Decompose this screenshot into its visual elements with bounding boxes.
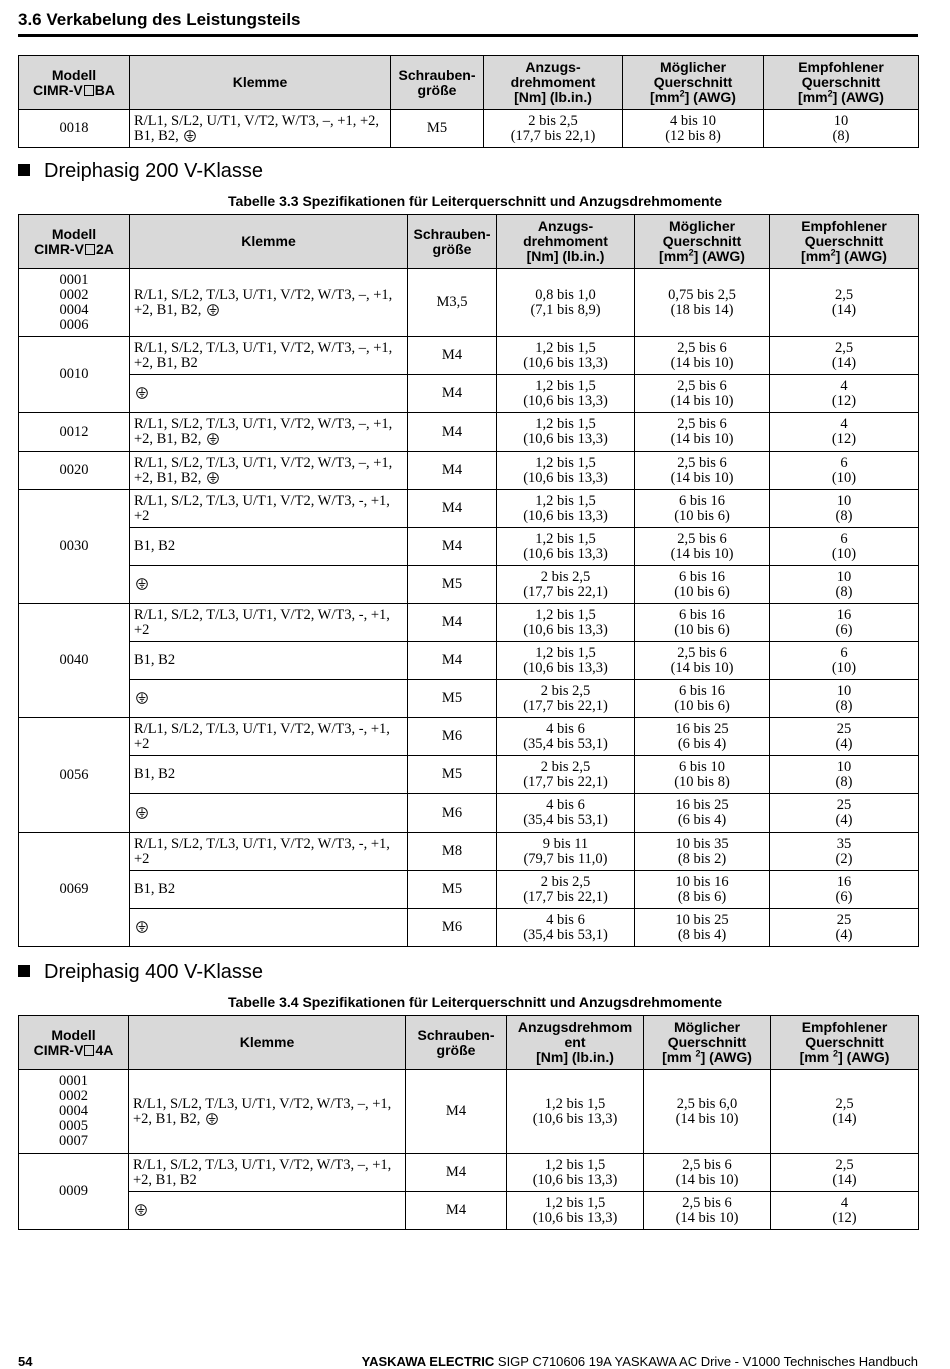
heading-200v-text: Dreiphasig 200 V-Klasse xyxy=(44,160,264,182)
torque-cell: 0,8 bis 1,0 (7,1 bis 8,9) xyxy=(497,269,635,337)
possible-section-cell: 6 bis 16 (10 bis 6) xyxy=(635,680,770,718)
screw-size-cell: M6 xyxy=(408,909,497,947)
ground-symbol-icon xyxy=(207,472,219,484)
ground-symbol-icon xyxy=(184,130,196,142)
header-possible-section: Möglicher Querschnitt $[mm^2]$ (AWG) xyxy=(635,215,770,269)
possible-section-cell: 6 bis 16 (10 bis 6) xyxy=(635,566,770,604)
ground-symbol-icon xyxy=(206,1113,218,1125)
ground-symbol-icon xyxy=(136,387,148,399)
header-possible-section: Möglicher Querschnitt [mm $^2$] (AWG) xyxy=(644,1016,771,1070)
header-torque: Anzugsdrehmom ent [Nm] (lb.in.) xyxy=(507,1016,644,1070)
table-row xyxy=(19,909,919,947)
possible-section-cell: 2,5 bis 6 (14 bis 10) xyxy=(635,528,770,566)
header-model-line1: Modell xyxy=(51,225,97,242)
terminal-cell: B1, B2 xyxy=(130,871,408,909)
possible-section-cell: 2,5 bis 6 (14 bis 10) xyxy=(635,337,770,375)
header-model-suffix: 4A xyxy=(95,1041,114,1058)
section-header xyxy=(18,8,918,37)
recommended-section-cell: 25 (4) xyxy=(770,794,919,833)
torque-cell: 2 bis 2,5 (17,7 bis 22,1) xyxy=(497,756,635,794)
torque-cell: 2 bis 2,5 (17,7 bis 22,1) xyxy=(497,871,635,909)
ground-symbol-icon xyxy=(136,578,148,590)
terminal-cell: R/L1, S/L2, T/L3, U/T1, V/T2, W/T3, –, +1, +2, B1, B2, xyxy=(130,413,408,452)
recommended-section-cell: 10 (8) xyxy=(770,490,919,528)
terminal-cell xyxy=(130,794,408,833)
possible-section-cell: 2,5 bis 6 (14 bis 10) xyxy=(644,1192,771,1230)
model-cell: 0040 xyxy=(19,604,130,718)
screw-size-cell: M4 xyxy=(406,1154,507,1192)
recommended-section-cell: 2,5 (14) xyxy=(771,1070,919,1154)
terminal-cell: R/L1, S/L2, T/L3, U/T1, V/T2, W/T3, -, +1, +2 xyxy=(130,604,408,642)
torque-cell: 1,2 bis 1,5 (10,6 bis 13,3) xyxy=(497,642,635,680)
recommended-section-cell: 6 (10) xyxy=(770,452,919,490)
footer-doc-title: SIGP C710606 19A YASKAWA AC Drive - V1000 Technisches Handbuch xyxy=(494,1354,918,1369)
torque-cell: 9 bis 11 (79,7 bis 11,0) xyxy=(497,833,635,871)
header-recommended-section: Empfohlener Querschnitt [mm $^2$] (AWG) xyxy=(771,1016,919,1070)
table-row xyxy=(19,718,919,756)
recommended-section-cell: 6 (10) xyxy=(770,642,919,680)
terminal-cell: R/L1, S/L2, T/L3, U/T1, V/T2, W/T3, -, +1, +2 xyxy=(130,490,408,528)
screw-size-cell: M4 xyxy=(408,528,497,566)
model-cell: 0012 xyxy=(19,413,130,452)
recommended-section-cell: 16 (6) xyxy=(770,871,919,909)
table-header-row xyxy=(19,215,919,269)
section-title: 3.6 Verkabelung des Leistungsteils xyxy=(18,10,301,29)
screw-size-cell: M4 xyxy=(406,1192,507,1230)
torque-cell: 1,2 bis 1,5 (10,6 bis 13,3) xyxy=(497,413,635,452)
torque-cell: 4 bis 6 (35,4 bis 53,1) xyxy=(497,794,635,833)
table-row xyxy=(19,756,919,794)
model-cell: 0001 0002 0004 0006 xyxy=(19,269,130,337)
table-row xyxy=(19,680,919,718)
possible-section-cell: 2,5 bis 6 (14 bis 10) xyxy=(644,1154,771,1192)
possible-section-cell: 6 bis 16 (10 bis 6) xyxy=(635,604,770,642)
table-row xyxy=(19,833,919,871)
torque-cell: 1,2 bis 1,5 (10,6 bis 13,3) xyxy=(507,1192,644,1230)
ground-symbol-icon xyxy=(136,807,148,819)
header-model xyxy=(19,215,130,269)
terminal-cell: R/L1, S/L2, U/T1, V/T2, W/T3, –, +1, +2, B1, B2, xyxy=(130,110,391,148)
model-cell: 0069 xyxy=(19,833,130,947)
torque-cell: 1,2 bis 1,5 (10,6 bis 13,3) xyxy=(497,375,635,413)
header-model-suffix: 2A xyxy=(95,240,114,257)
torque-cell: 1,2 bis 1,5 (10,6 bis 13,3) xyxy=(507,1070,644,1154)
terminal-cell: R/L1, S/L2, T/L3, U/T1, V/T2, W/T3, -, +1, +2 xyxy=(130,718,408,756)
terminal-cell: R/L1, S/L2, T/L3, U/T1, V/T2, W/T3, -, +1, +2 xyxy=(130,833,408,871)
table-row xyxy=(19,794,919,833)
table-row xyxy=(19,1192,919,1230)
screw-size-cell: M4 xyxy=(408,604,497,642)
torque-cell: 4 bis 6 (35,4 bis 53,1) xyxy=(497,718,635,756)
recommended-section-cell: 10 (8) xyxy=(770,566,919,604)
torque-cell: 1,2 bis 1,5 (10,6 bis 13,3) xyxy=(497,604,635,642)
header-recommended-section: Empfohlener Querschnitt $[mm^2]$ (AWG) xyxy=(764,56,919,110)
placeholder-box-icon xyxy=(84,1045,94,1056)
possible-section-cell: 2,5 bis 6 (14 bis 10) xyxy=(635,642,770,680)
possible-section-cell: 16 bis 25 (6 bis 4) xyxy=(635,794,770,833)
possible-section-cell: 10 bis 16 (8 bis 6) xyxy=(635,871,770,909)
terminal-cell: R/L1, S/L2, T/L3, U/T1, V/T2, W/T3, –, +1, +2, B1, B2 xyxy=(129,1154,406,1192)
model-cell: 0030 xyxy=(19,490,130,604)
torque-cell: 1,2 bis 1,5 (10,6 bis 13,3) xyxy=(497,452,635,490)
table-row xyxy=(19,1070,919,1154)
recommended-section-cell: 2,5 (14) xyxy=(771,1154,919,1192)
page-number: 54 xyxy=(18,1354,33,1369)
header-torque: Anzugs- drehmoment [Nm] (lb.in.) xyxy=(484,56,623,110)
header-terminal: Klemme xyxy=(130,215,408,269)
torque-cell: 4 bis 6 (35,4 bis 53,1) xyxy=(497,909,635,947)
ground-symbol-icon xyxy=(207,304,219,316)
header-screw-size: Schrauben- größe xyxy=(408,215,497,269)
recommended-section-cell: 16 (6) xyxy=(770,604,919,642)
recommended-section-cell: 4 (12) xyxy=(770,375,919,413)
table-ba xyxy=(18,55,919,148)
terminal-cell: R/L1, S/L2, T/L3, U/T1, V/T2, W/T3, –, +1, +2, B1, B2 xyxy=(130,337,408,375)
table-4a xyxy=(18,1015,919,1230)
terminal-cell xyxy=(129,1192,406,1230)
terminal-cell: R/L1, S/L2, T/L3, U/T1, V/T2, W/T3, –, +1, +2, B1, B2, xyxy=(130,452,408,490)
model-cell: 0001 0002 0004 0005 0007 xyxy=(19,1070,129,1154)
table-row xyxy=(19,566,919,604)
table-row xyxy=(19,604,919,642)
screw-size-cell: M8 xyxy=(408,833,497,871)
footer-doc-info xyxy=(362,1354,918,1369)
screw-size-cell: M4 xyxy=(408,375,497,413)
table-row xyxy=(19,528,919,566)
torque-cell: 1,2 bis 1,5 (10,6 bis 13,3) xyxy=(507,1154,644,1192)
model-cell: 0018 xyxy=(19,110,130,148)
model-cell: 0056 xyxy=(19,718,130,833)
possible-section-cell: 2,5 bis 6 (14 bis 10) xyxy=(635,413,770,452)
terminal-cell xyxy=(130,680,408,718)
recommended-section-cell: 2,5 (14) xyxy=(770,337,919,375)
recommended-section-cell: 10 (8) xyxy=(770,680,919,718)
placeholder-box-icon xyxy=(85,244,95,255)
terminal-cell: R/L1, S/L2, T/L3, U/T1, V/T2, W/T3, –, +1, +2, B1, B2, xyxy=(130,269,408,337)
header-terminal: Klemme xyxy=(130,56,391,110)
recommended-section-cell: 25 (4) xyxy=(770,909,919,947)
header-model-prefix: CIMR-V xyxy=(34,240,84,257)
header-model xyxy=(19,1016,129,1070)
header-model-suffix: BA xyxy=(94,81,115,98)
screw-size-cell: M5 xyxy=(408,756,497,794)
possible-section-cell: 2,5 bis 6,0 (14 bis 10) xyxy=(644,1070,771,1154)
header-screw-size: Schrauben- größe xyxy=(406,1016,507,1070)
header-screw-size: Schrauben- größe xyxy=(391,56,484,110)
terminal-cell: R/L1, S/L2, T/L3, U/T1, V/T2, W/T3, –, +1, +2, B1, B2, xyxy=(129,1070,406,1154)
ground-symbol-icon xyxy=(135,1204,147,1216)
heading-400v xyxy=(18,961,263,984)
possible-section-cell: 2,5 bis 6 (14 bis 10) xyxy=(635,375,770,413)
possible-section-cell: 2,5 bis 6 (14 bis 10) xyxy=(635,452,770,490)
recommended-section-cell: 4 (12) xyxy=(770,413,919,452)
possible-section-cell: 10 bis 25 (8 bis 4) xyxy=(635,909,770,947)
table-row xyxy=(19,337,919,375)
header-model-line1: Modell xyxy=(51,1026,96,1043)
header-model-prefix: CIMR-V xyxy=(33,1041,84,1058)
screw-size-cell: M4 xyxy=(408,490,497,528)
ground-symbol-icon xyxy=(207,433,219,445)
table-row xyxy=(19,490,919,528)
table-2a xyxy=(18,214,919,947)
screw-size-cell: M6 xyxy=(408,794,497,833)
possible-section-cell: 16 bis 25 (6 bis 4) xyxy=(635,718,770,756)
torque-cell: 1,2 bis 1,5 (10,6 bis 13,3) xyxy=(497,528,635,566)
header-torque: Anzugs- drehmoment [Nm] (lb.in.) xyxy=(497,215,635,269)
ground-symbol-icon xyxy=(136,692,148,704)
header-model xyxy=(19,56,130,110)
heading-200v xyxy=(18,160,263,183)
caption-table-3-4: Tabelle 3.4 Spezifikationen für Leiterquerschnitt und Anzugsdrehmomente xyxy=(228,994,722,1010)
table-row xyxy=(19,452,919,490)
terminal-cell: B1, B2 xyxy=(130,642,408,680)
recommended-section-cell: 6 (10) xyxy=(770,528,919,566)
possible-section-cell: 6 bis 16 (10 bis 6) xyxy=(635,490,770,528)
recommended-section-cell: 35 (2) xyxy=(770,833,919,871)
screw-size-cell: M5 xyxy=(391,110,484,148)
table-row xyxy=(19,1154,919,1192)
recommended-section-cell: 4 (12) xyxy=(771,1192,919,1230)
recommended-section-cell: 25 (4) xyxy=(770,718,919,756)
header-possible-section: Möglicher Querschnitt $[mm^2]$ (AWG) xyxy=(623,56,764,110)
torque-cell: 1,2 bis 1,5 (10,6 bis 13,3) xyxy=(497,490,635,528)
possible-section-cell: 10 bis 35 (8 bis 2) xyxy=(635,833,770,871)
table-row xyxy=(19,871,919,909)
footer-brand: YASKAWA ELECTRIC xyxy=(361,1354,495,1369)
recommended-section-cell: 10 (8) xyxy=(770,756,919,794)
table-header-row xyxy=(19,56,919,110)
terminal-cell xyxy=(130,375,408,413)
square-bullet-icon xyxy=(18,965,30,977)
screw-size-cell: M5 xyxy=(408,680,497,718)
model-cell: 0009 xyxy=(19,1154,129,1230)
header-terminal: Klemme xyxy=(129,1016,406,1070)
torque-cell: 2 bis 2,5 (17,7 bis 22,1) xyxy=(497,566,635,604)
model-cell: 0020 xyxy=(19,452,130,490)
table-row xyxy=(19,375,919,413)
screw-size-cell: M3,5 xyxy=(408,269,497,337)
screw-size-cell: M6 xyxy=(408,718,497,756)
table-row xyxy=(19,110,919,148)
heading-400v-text: Dreiphasig 400 V-Klasse xyxy=(44,961,264,983)
header-model-prefix: CIMR-V xyxy=(32,81,83,98)
terminal-cell xyxy=(130,909,408,947)
table-row xyxy=(19,642,919,680)
screw-size-cell: M4 xyxy=(408,452,497,490)
header-recommended-section: Empfohlener Querschnitt $[mm^2]$ (AWG) xyxy=(770,215,919,269)
possible-section-cell: 0,75 bis 2,5 (18 bis 14) xyxy=(635,269,770,337)
torque-cell: 2 bis 2,5 (17,7 bis 22,1) xyxy=(497,680,635,718)
placeholder-box-icon xyxy=(84,85,94,96)
recommended-section-cell: 10 (8) xyxy=(764,110,919,148)
header-model-line1: Modell xyxy=(51,66,97,83)
torque-cell: 2 bis 2,5 (17,7 bis 22,1) xyxy=(484,110,623,148)
ground-symbol-icon xyxy=(136,921,148,933)
screw-size-cell: M4 xyxy=(408,642,497,680)
square-bullet-icon xyxy=(18,164,30,176)
table-row xyxy=(19,413,919,452)
possible-section-cell: 4 bis 10 (12 bis 8) xyxy=(623,110,764,148)
model-cell: 0010 xyxy=(19,337,130,413)
screw-size-cell: M4 xyxy=(408,337,497,375)
caption-table-3-3: Tabelle 3.3 Spezifikationen für Leiterquerschnitt und Anzugsdrehmomente xyxy=(228,193,722,209)
screw-size-cell: M4 xyxy=(406,1070,507,1154)
recommended-section-cell: 2,5 (14) xyxy=(770,269,919,337)
table-header-row xyxy=(19,1016,919,1070)
torque-cell: 1,2 bis 1,5 (10,6 bis 13,3) xyxy=(497,337,635,375)
screw-size-cell: M5 xyxy=(408,566,497,604)
terminal-cell xyxy=(130,566,408,604)
screw-size-cell: M4 xyxy=(408,413,497,452)
table-row xyxy=(19,269,919,337)
possible-section-cell: 6 bis 10 (10 bis 8) xyxy=(635,756,770,794)
terminal-cell: B1, B2 xyxy=(130,756,408,794)
terminal-cell: B1, B2 xyxy=(130,528,408,566)
screw-size-cell: M5 xyxy=(408,871,497,909)
